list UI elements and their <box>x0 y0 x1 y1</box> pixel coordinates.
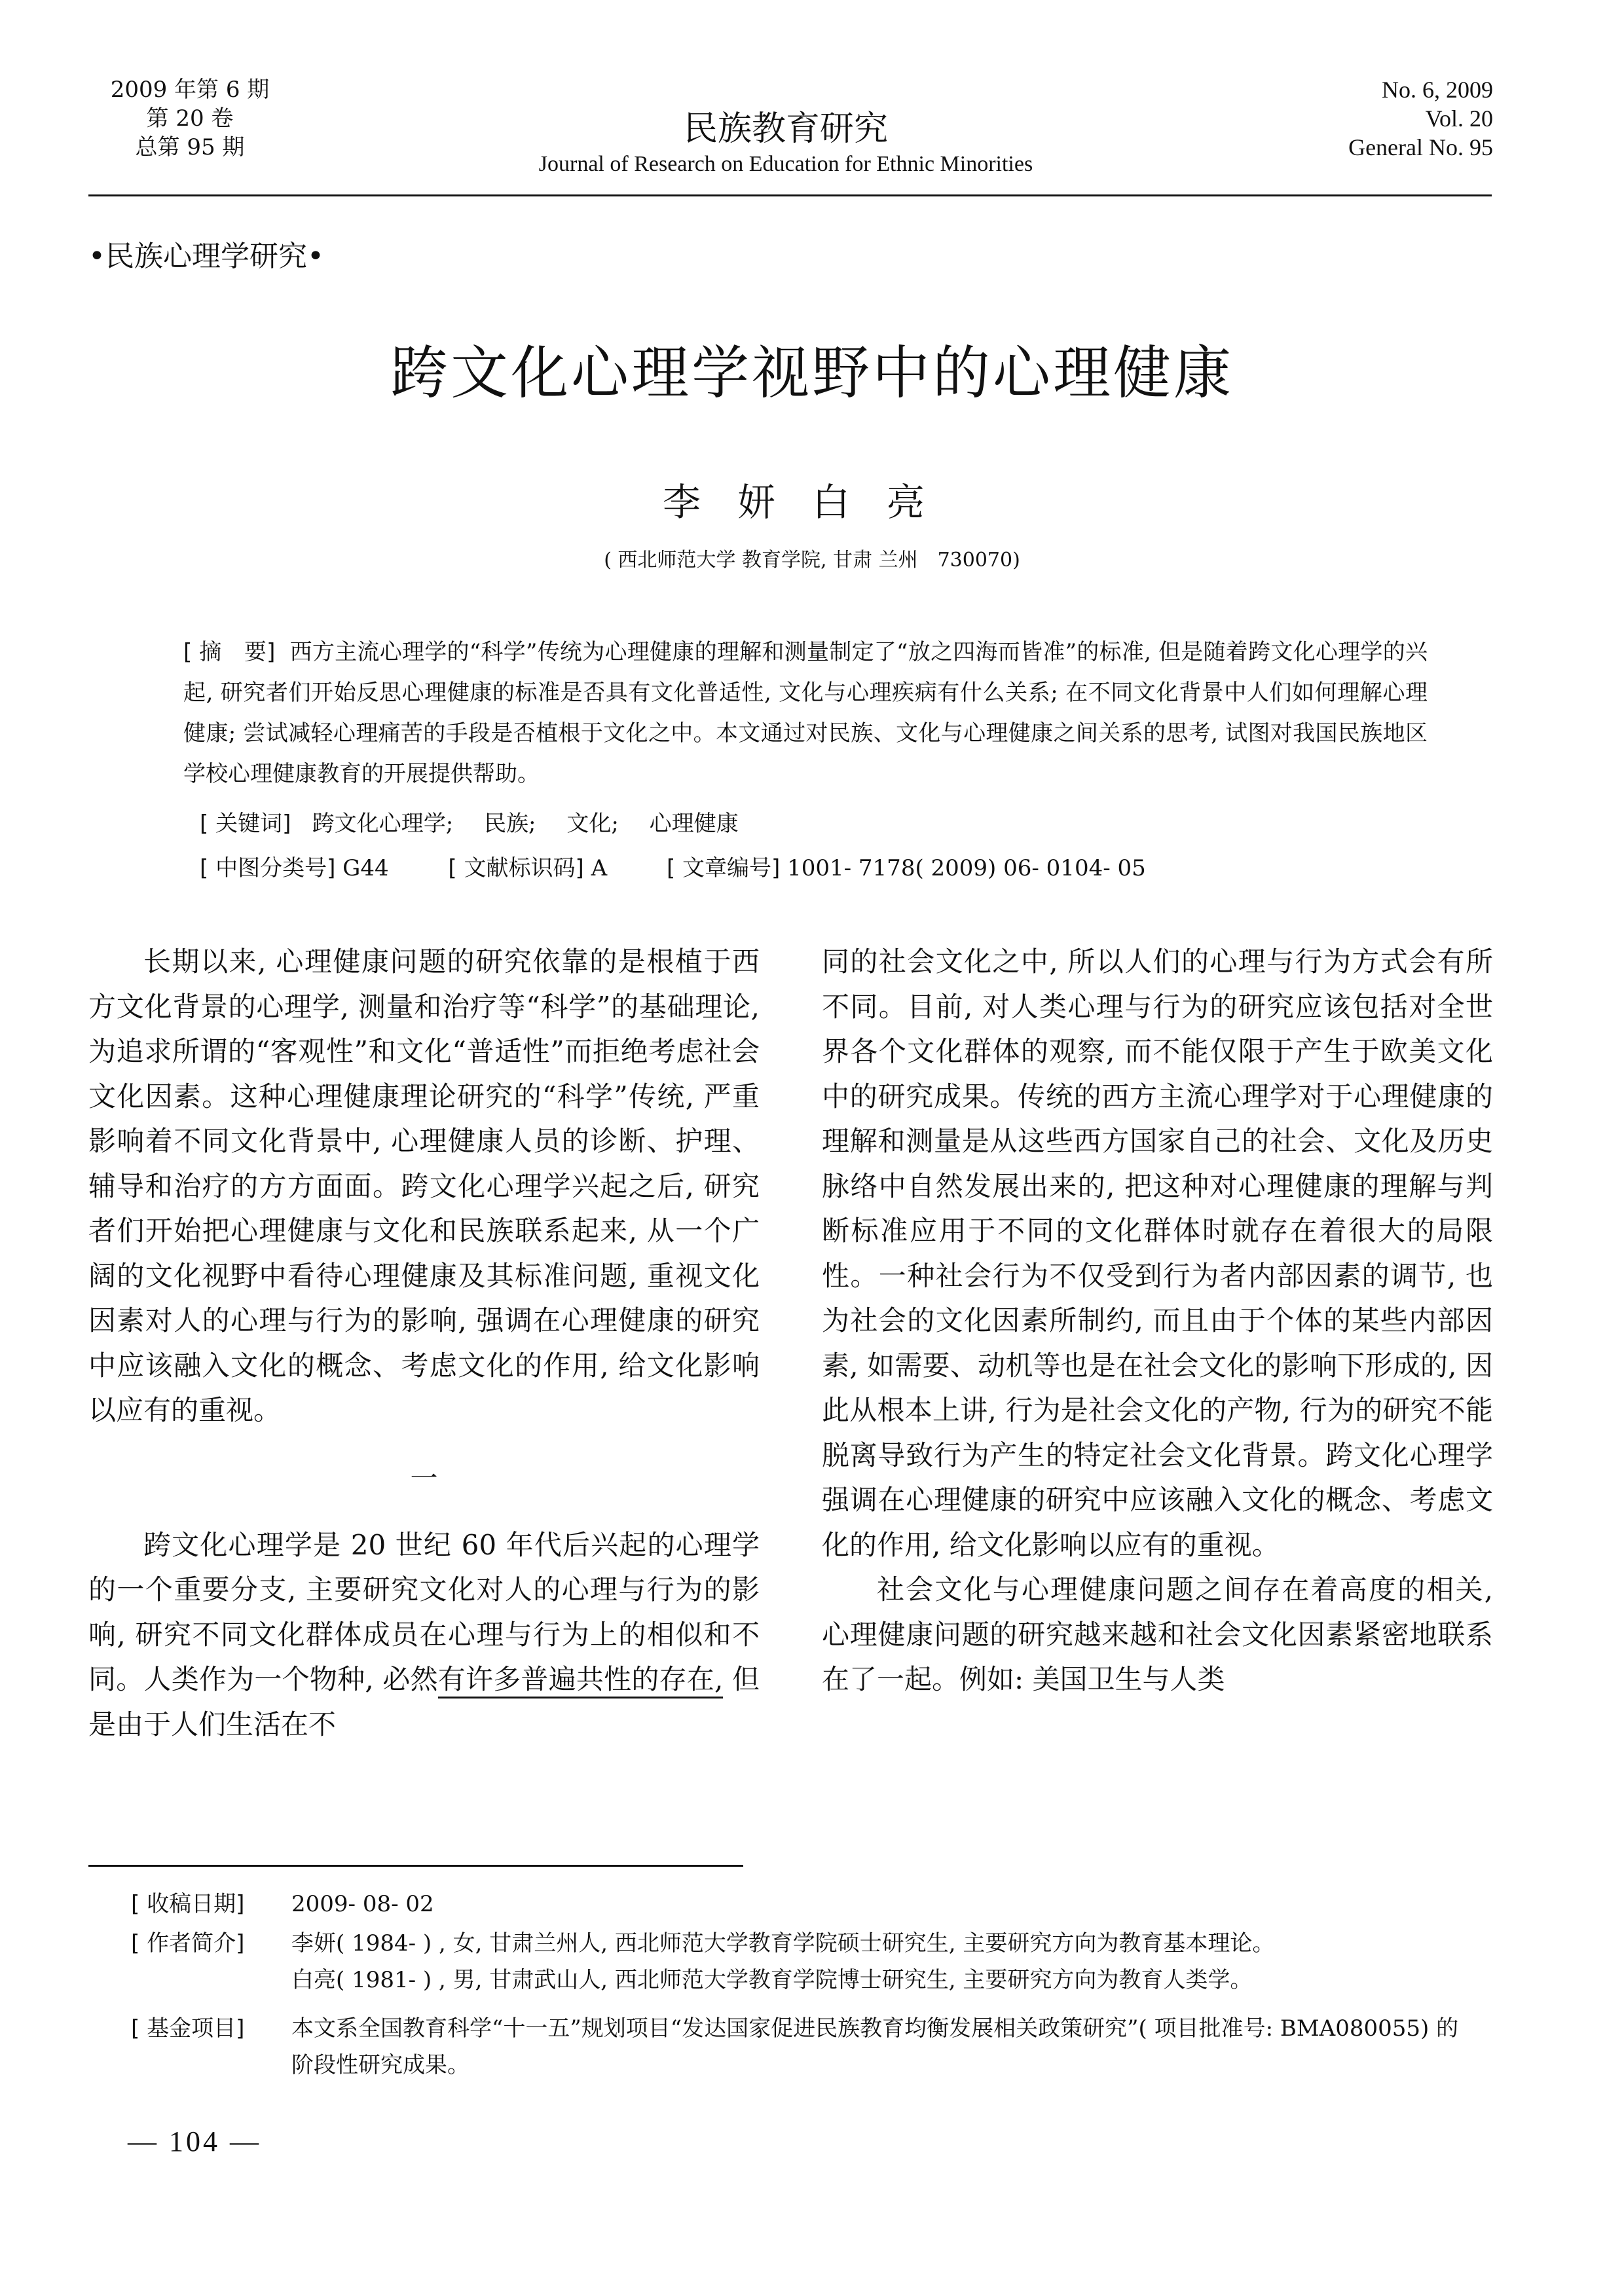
authors: 李妍白亮 <box>662 480 961 524</box>
journal-name-en: Journal of Research on Education for Ethnic Minorities <box>538 152 1033 176</box>
body-paragraph: 社会文化与心理健康问题之间存在着高度的相关, 心理健康问题的研究越来越和社会文化因素紧密地联系在了一起。例如: 美国卫生与人类 <box>822 1573 1493 1695</box>
keyword: 跨文化心理学; <box>312 811 454 837</box>
keywords <box>200 803 739 844</box>
issue-vol: Vol. 20 <box>1425 105 1493 132</box>
issue-info-en <box>1231 75 1493 162</box>
author-bio: 李妍( 1984- ) , 女, 甘肃兰州人, 西北师范大学教育学院硕士研究生, 主要研究方向为教育基本理论。 <box>291 1930 1275 1956</box>
fund-label: [ 基金项目] <box>131 2015 245 2042</box>
issue-year: 2009 年第 6 期 <box>110 77 270 103</box>
keywords-label: [ 关键词] <box>200 811 291 837</box>
body-text: 但是由于人们生活在不 <box>88 1663 760 1740</box>
keyword: 心理健康 <box>649 811 739 837</box>
header-rule <box>88 194 1492 196</box>
clc-label: [ 中图分类号] <box>200 855 336 881</box>
body-paragraph <box>88 1523 760 1748</box>
footnote-rule <box>88 1865 743 1867</box>
keyword: 民族; <box>484 811 536 837</box>
doc-code-value: A <box>591 855 608 881</box>
body-column-left <box>88 940 760 1747</box>
abstract-label: [ 摘 要] <box>183 639 276 665</box>
page-number: — 104 — <box>128 2125 261 2157</box>
issue-info-cn <box>98 75 282 162</box>
issue-general-no: General No. 95 <box>1348 134 1493 160</box>
section-tag: •民族心理学研究• <box>88 240 324 273</box>
issue-general: 总第 95 期 <box>135 134 245 160</box>
body-text: 跨文化心理学是 20 世纪 60 年代后兴起的心理学的一个重要分支, 主要研究文化对人的心理与行为的影响, 研究不同文化群体成员在心理与行为上的相似和不同。人类作为一个物种, 必然 <box>88 1528 760 1695</box>
article-no-value: 1001- 7178( 2009) 06- 0104- 05 <box>787 855 1146 881</box>
fund-value: 本文系全国教育科学“十一五”规划项目“发达国家促进民族教育均衡发展相关政策研究”( 项目批准号: BMA080055) 的阶段性研究成果。 <box>291 2015 1459 2078</box>
classification-line <box>200 848 1146 889</box>
body-column-right <box>822 940 1493 1702</box>
issue-volume: 第 20 卷 <box>146 105 234 132</box>
article-no-label: [ 文章编号] <box>666 855 781 881</box>
journal-name <box>458 108 1113 179</box>
article-title: 跨文化心理学视野中的心理健康 <box>390 339 1234 407</box>
footnote-authors <box>131 1925 1493 1998</box>
clc-value: G44 <box>342 855 389 881</box>
keyword: 文化; <box>566 811 619 837</box>
underlined-text: 有许多普遍共性的存在, <box>438 1663 724 1698</box>
doc-code-label: [ 文献标识码] <box>448 855 584 881</box>
received-label: [ 收稿日期] <box>131 1891 245 1917</box>
section-number: 一 <box>410 1461 438 1494</box>
journal-name-cn: 民族教育研究 <box>683 109 888 149</box>
affiliation: ( 西北师范大学 教育学院, 甘肃 兰州 730070) <box>604 549 1020 572</box>
footnote-fund <box>131 2010 1493 2084</box>
abstract-text: 西方主流心理学的“科学”传统为心理健康的理解和测量制定了“放之四海而皆准”的标准, 但是随着跨文化心理学的兴起, 研究者们开始反思心理健康的标准是否具有文化普适性, 文化与心理疾病有什么关系; 在不同文化背景中人们如何理解心理健康; 尝试减轻心理痛苦的手段是否植根于文化之中。本文通过对民族、文化与心理健康之间关系的思考, 试图对我国民族地区学校心理健康教育的开展提供帮助。 <box>183 639 1428 787</box>
author-bio: 白亮( 1981- ) , 男, 甘肃武山人, 西北师范大学教育学院博士研究生, 主要研究方向为教育人类学。 <box>291 1967 1253 1993</box>
author-label: [ 作者简介] <box>131 1930 245 1956</box>
abstract <box>183 632 1428 794</box>
received-value: 2009- 08- 02 <box>291 1891 434 1917</box>
body-paragraph: 长期以来, 心理健康问题的研究依靠的是根植于西方文化背景的心理学, 测量和治疗等“科学”的基础理论, 为追求所谓的“客观性”和文化“普适性”而拒绝考虑社会文化因素。这种心理健康理论研究的“科学”传统, 严重影响着不同文化背景中, 心理健康人员的诊断、护理、辅导和治疗的方方面面。跨文化心理学兴起之后, 研究者们开始把心理健康与文化和民族联系起来, 从一个广阔的文化视野中看待心理健康及其标准问题, 重视文化因素对人的心理与行为的影响, 强调在心理健康的研究中应该融入文化的概念、考虑文化的作用, 给文化影响以应有的重视。 <box>88 946 760 1426</box>
body-paragraph: 同的社会文化之中, 所以人们的心理与行为方式会有所不同。目前, 对人类心理与行为的研究应该包括对全世界各个文化群体的观察, 而不能仅限于产生于欧美文化中的研究成果。传统的西方主流心理学对于心理健康的理解和测量是从这些西方国家自己的社会、文化及历史脉络中自然发展出来的, 把这种对心理健康的理解与判断标准应用于不同的文化群体时就存在着很大的局限性。一种社会行为不仅受到行为者内部因素的调节, 也为社会的文化因素所制约, 而且由于个体的某些内部因素, 如需要、动机等也是在社会文化的影响下形成的, 因此从根本上讲, 行为是社会文化的产物, 行为的研究不能脱离导致行为产生的特定社会文化背景。跨文化心理学强调在心理健康的研究中应该融入文化的概念、考虑文化的作用, 给文化影响以应有的重视。 <box>822 946 1493 1561</box>
issue-no: No. 6, 2009 <box>1382 77 1493 103</box>
footnote-received <box>131 1886 1493 1922</box>
